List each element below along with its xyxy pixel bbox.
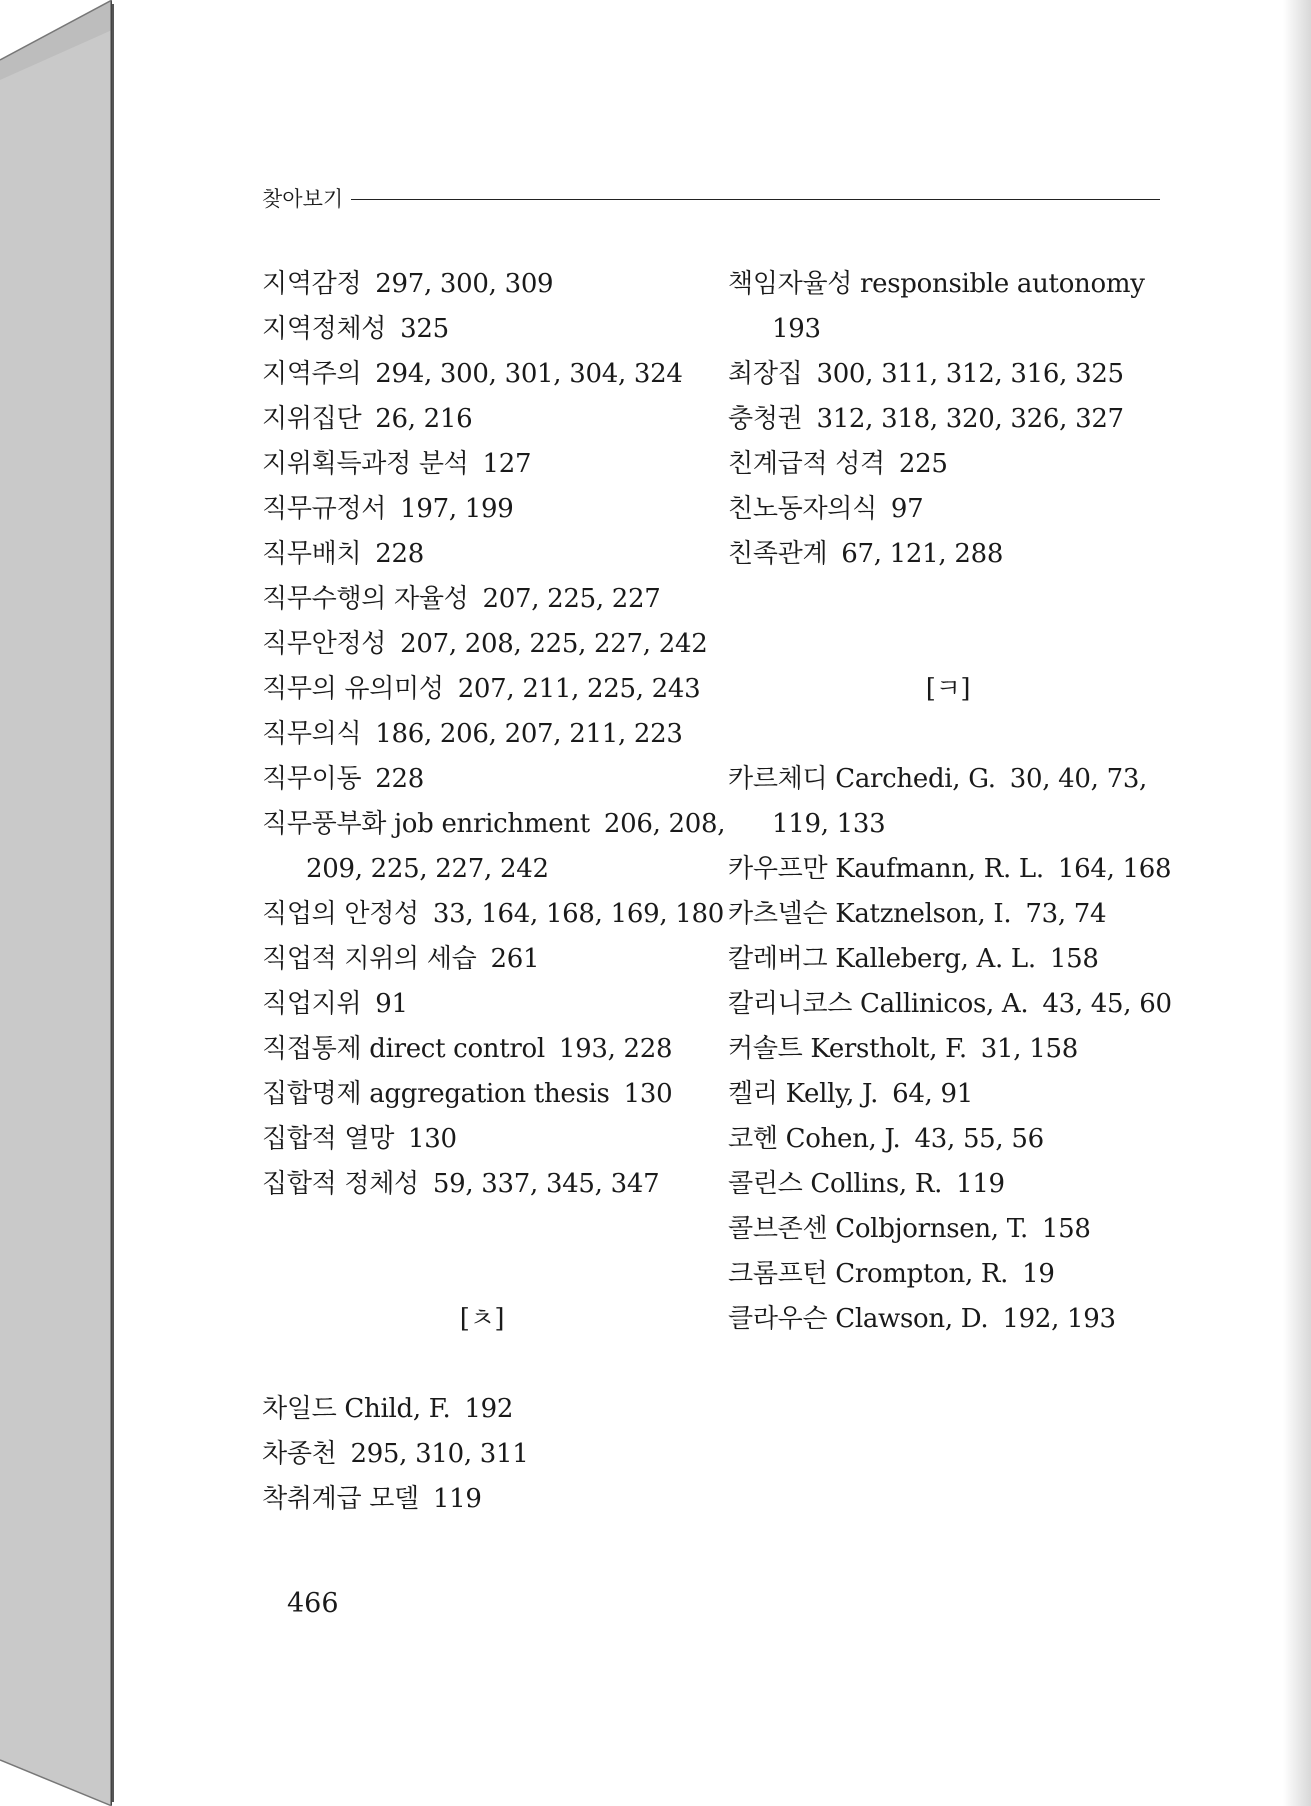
index-entry [262,577,702,622]
index-term: 지역주의 [262,359,362,389]
index-page-refs: 130 [408,1124,457,1154]
index-page-refs: 197, 199 [400,494,514,524]
index-entry [728,1207,1168,1252]
index-term: 코헨 Cohen, J. [728,1124,901,1154]
index-list [728,262,1168,577]
index-term: 지역정체성 [262,314,387,344]
index-term: 친계급적 성격 [728,449,885,479]
index-page-refs: 193, 228 [558,1034,673,1064]
index-page-refs: 130 [623,1079,673,1109]
index-page-refs: 119 [432,1484,482,1514]
index-term: 지역감정 [262,269,362,299]
index-term: 친족관계 [728,539,828,569]
index-page-refs: 119 [956,1169,1005,1199]
index-page-refs: 30, 40, 73, [1009,764,1148,794]
index-term: 착취계급 모델 [262,1484,419,1514]
index-term: 직업적 지위의 세습 [262,944,477,974]
index-term: 지위획득과정 분석 [262,449,469,479]
index-term: 집합명제 aggregation thesis [262,1079,610,1109]
index-term: 직무규정서 [262,494,387,524]
index-term: 칼리니코스 Callinicos, A. [728,989,1029,1019]
index-term: 지위집단 [262,404,362,434]
index-list [728,757,1172,1342]
index-page-refs: 158 [1041,1214,1091,1244]
index-entry [728,262,1168,307]
index-term: 차일드 Child, F. [262,1394,451,1424]
index-entry [262,802,726,847]
index-entry [262,757,702,802]
index-entry [728,757,1168,802]
index-page-refs: 207, 208, 225, 227, 242 [400,629,708,659]
index-entry [262,442,702,487]
index-page-refs-continued: 193 [772,314,821,344]
index-entry [262,892,724,937]
index-entry [262,532,702,577]
section-spacer [728,577,1168,667]
index-entry [262,1477,702,1522]
index-entry [262,1072,702,1117]
index-page-refs: 207, 225, 227 [482,584,661,614]
index-entry [262,262,702,307]
index-entry [262,1162,702,1207]
index-term: 콜브존센 Colbjornsen, T. [728,1214,1028,1244]
index-page-refs: 228 [375,539,424,569]
index-page-refs: 207, 211, 225, 243 [457,674,701,704]
index-term: 집합적 정체성 [262,1169,419,1199]
index-page-refs: 59, 337, 345, 347 [432,1169,660,1199]
index-page-refs: 64, 91 [892,1079,973,1109]
index-term: 친노동자의식 [728,494,877,524]
index-entry [728,937,1168,982]
index-page-refs: 192 [464,1394,514,1424]
index-page-refs: 228 [375,764,424,794]
index-page-refs: 206, 208, [603,809,726,839]
index-page-refs-continued: 119, 133 [772,809,886,839]
index-term: 크롬프턴 Crompton, R. [728,1259,1009,1289]
index-term: 직무풍부화 job enrichment [262,809,590,839]
section-heading-ka: [ㅋ] [925,674,971,704]
index-term: 충청권 [728,404,803,434]
index-page-refs: 186, 206, 207, 211, 223 [375,719,683,749]
index-list [262,1387,702,1522]
index-column-left [262,262,726,1522]
index-page-refs: 192, 193 [1002,1304,1116,1334]
index-page-refs: 225 [898,449,948,479]
index-entry [728,847,1172,892]
index-term: 집합적 열망 [262,1124,395,1154]
index-term: 최장집 [728,359,803,389]
index-term: 켈리 Kelly, J. [728,1079,879,1109]
section-heading-cha: [ㅊ] [459,1304,505,1334]
index-entry [728,352,1168,397]
index-term: 콜린스 Collins, R. [728,1169,943,1199]
index-term: 차종천 [262,1439,337,1469]
index-page-refs: 295, 310, 311 [350,1439,529,1469]
index-page-refs: 164, 168 [1057,854,1172,884]
index-entry [262,1027,702,1072]
index-page-refs: 19 [1022,1259,1055,1289]
page-edge-shadow [1283,0,1311,1806]
page-number: 466 [287,1588,339,1619]
index-term: 직무배치 [262,539,362,569]
index-entry [728,1027,1168,1072]
index-term: 책임자율성 responsible autonomy [728,269,1145,299]
index-page-refs: 297, 300, 309 [375,269,554,299]
index-page-refs: 300, 311, 312, 316, 325 [816,359,1124,389]
index-entry [262,937,702,982]
index-page-refs: 91 [375,989,408,1019]
index-entry [728,442,1168,487]
index-page-refs: 31, 158 [980,1034,1078,1064]
index-entry [262,667,702,712]
index-entry [728,532,1168,577]
section-spacer [262,1342,702,1387]
index-page-refs: 73, 74 [1025,899,1107,929]
index-term: 직접통제 direct control [262,1034,545,1064]
index-entry [728,1252,1168,1297]
index-page-refs: 97 [890,494,924,524]
index-page-refs: 158 [1049,944,1099,974]
index-term: 칼레버그 Kalleberg, A. L. [728,944,1036,974]
index-entry [262,352,702,397]
index-page-refs: 33, 164, 168, 169, 180 [432,899,724,929]
index-entry [262,307,702,352]
index-page-refs: 127 [482,449,532,479]
index-entry [728,397,1168,442]
index-term: 카우프만 Kaufmann, R. L. [728,854,1044,884]
index-term: 커솔트 Kerstholt, F. [728,1034,967,1064]
index-page-refs: 261 [490,944,540,974]
index-entry [262,397,702,442]
index-entry [262,1432,702,1477]
index-entry [728,1072,1168,1117]
section-spacer [262,1207,702,1297]
index-term: 카르체디 Carchedi, G. [728,764,996,794]
section-spacer [728,712,1168,757]
index-entry [262,982,702,1027]
index-entry [262,712,702,757]
index-list [262,262,726,1207]
index-term: 직무의식 [262,719,362,749]
index-term: 직무안정성 [262,629,387,659]
index-term: 클라우슨 Clawson, D. [728,1304,989,1334]
index-page-refs: 67, 121, 288 [841,539,1004,569]
index-page-refs-continued: 209, 225, 227, 242 [306,854,549,884]
index-entry [728,1117,1168,1162]
index-page-refs: 26, 216 [375,404,473,434]
index-entry [728,487,1168,532]
book-spine [0,0,112,1806]
running-head [262,183,1160,213]
index-page-refs: 43, 55, 56 [914,1124,1044,1154]
index-entry [262,487,702,532]
index-entry [728,1162,1168,1207]
index-entry [728,1297,1168,1342]
index-term: 직업의 안정성 [262,899,419,929]
index-entry [262,622,708,667]
index-term: 직무수행의 자율성 [262,584,469,614]
index-page-refs: 43, 45, 60 [1042,989,1172,1019]
index-term: 카츠넬슨 Katznelson, I. [728,899,1012,929]
index-page-refs: 294, 300, 301, 304, 324 [375,359,683,389]
index-entry [728,892,1168,937]
index-term: 직무의 유의미성 [262,674,444,704]
index-page-refs: 325 [400,314,449,344]
index-term: 직무이동 [262,764,362,794]
running-head-title: 찾아보기 [262,187,344,211]
index-page-refs: 312, 318, 320, 326, 327 [816,404,1124,434]
index-entry [262,1117,702,1162]
index-entry [262,1387,702,1432]
running-head-rule [351,199,1160,200]
index-column-right [728,262,1172,1342]
index-entry [728,982,1172,1027]
index-term: 직업지위 [262,989,362,1019]
